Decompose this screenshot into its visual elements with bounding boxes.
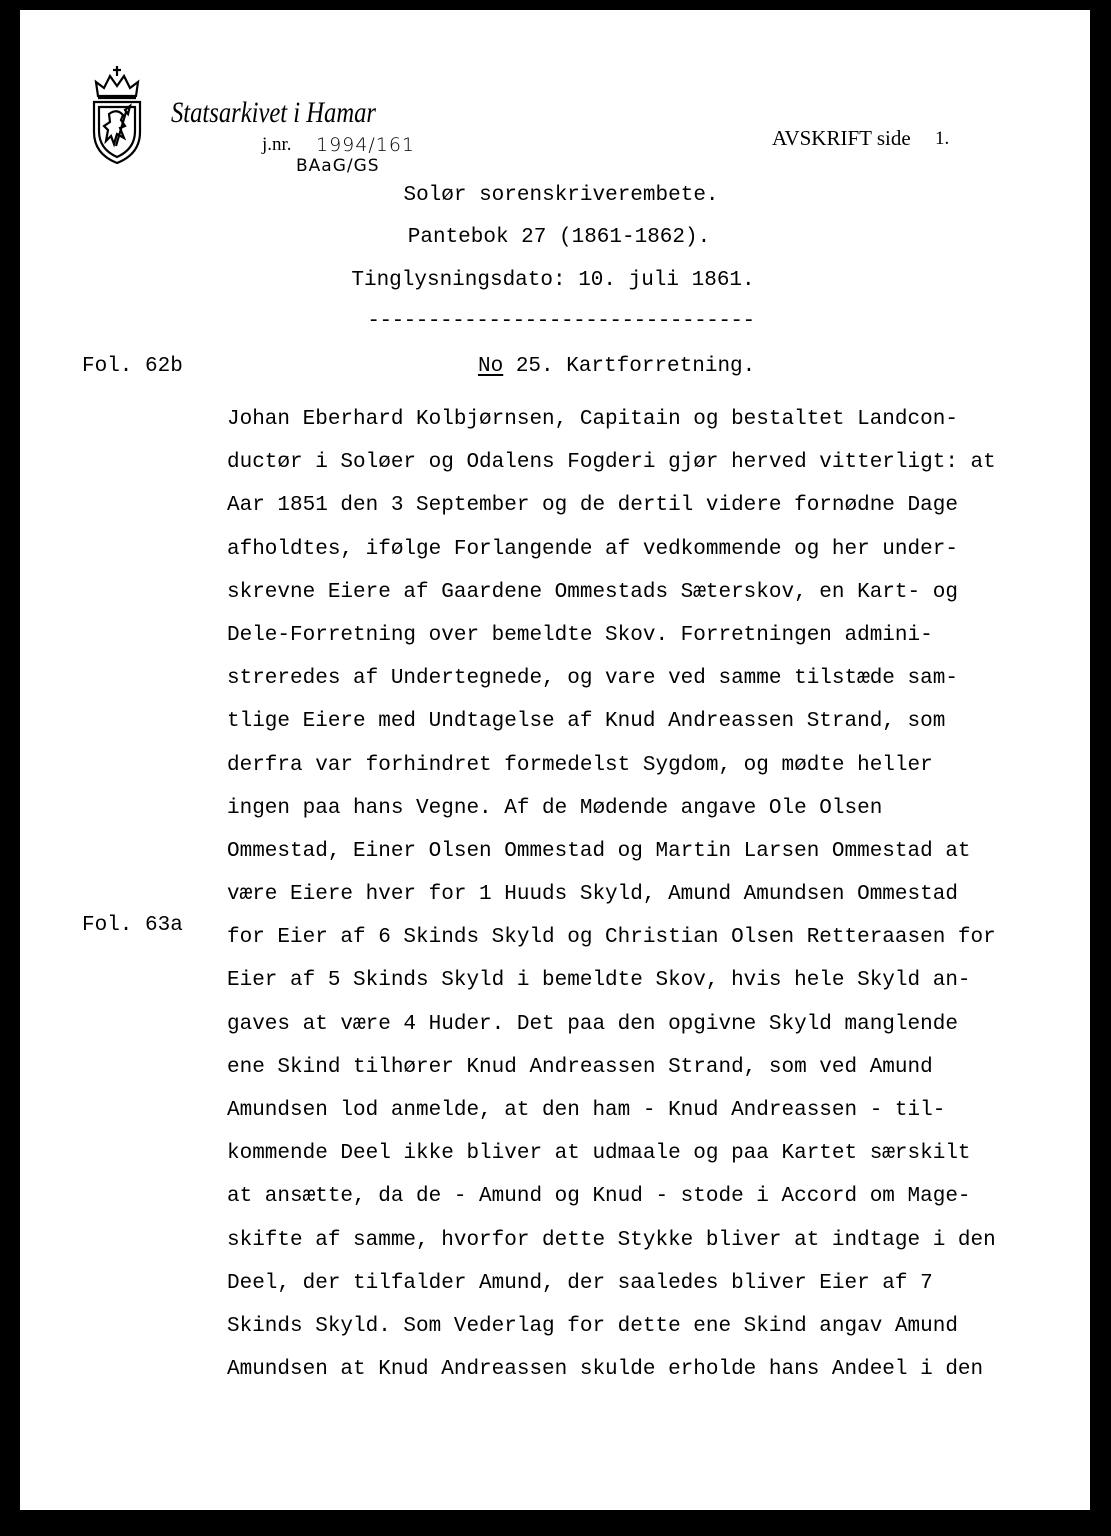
registration-date-heading: Tinglysningsdato: 10. juli 1861. [351,269,755,292]
text-line: for Eier af 6 Skinds Skyld og Christian Olsen Retteraasen for [227,926,996,950]
journal-number: 1994/161 [316,134,416,156]
page-number: 1. [935,128,950,149]
text-line: ingen paa hans Vegne. Af de Mødende angave Ole Olsen [227,796,883,820]
case-title [478,355,755,378]
folio-note: Fol. 62b [82,355,183,378]
text-line: Eier af 5 Skinds Skyld i bemeldte Skov, hvis hele Skyld an- [227,969,971,993]
office-heading: Solør sorenskriverembete. [403,184,719,207]
text-line: ductør i Soløer og Odalens Fogderi gjør herved vitterligt: at [227,451,996,475]
separator-line: -------------------------------- [367,310,755,333]
text-line: skrevne Eiere af Gaardene Ommestads Sæterskov, en Kart- og [227,580,958,604]
text-line: Amundsen lod anmelde, at den ham - Knud Andreassen - til- [227,1099,946,1122]
case-title-text: 25. Kartforretning. [503,355,756,378]
case-number-abbreviation: No [478,355,504,378]
folio-note: Fol. 63a [82,914,183,937]
text-line: Deel, der tilfalder Amund, der saaledes bliver Eier af 7 [227,1271,933,1295]
text-line: Dele-Forretning over bemeldte Skov. Forretningen admini- [227,623,933,647]
journal-number-label: j.nr. [262,134,292,155]
text-line: gaves at være 4 Huder. Det paa den opgivne Skyld manglende [227,1012,958,1036]
text-line: Aar 1851 den 3 September og de dertil videre fornødne Dage [227,494,958,518]
journal-code: BAaG/GS [296,156,380,176]
text-line: Ommestad, Einer Olsen Ommestad og Martin Larsen Ommestad at [227,839,971,863]
text-line: Johan Eberhard Kolbjørnsen, Capitain og bestaltet Landcon- [227,408,958,431]
norwegian-coat-of-arms-icon [90,62,144,166]
text-line: kommende Deel ikke bliver at udmaale og paa Kartet særskilt [227,1142,971,1166]
text-line: være Eiere hver for 1 Huuds Skyld, Amund Amundsen Ommestad [227,883,958,907]
text-line: at ansætte, da de - Amund og Knud - stode i Accord om Mage- [227,1185,971,1209]
text-line: ene Skind tilhører Knud Andreassen Strand, som ved Amund [227,1055,933,1079]
text-line: afholdtes, ifølge Forlangende af vedkommende og her under- [227,537,958,561]
document-page [20,10,1090,1510]
text-line: tlige Eiere med Undtagelse af Knud Andreassen Strand, som [227,710,946,734]
book-heading: Pantebok 27 (1861-1862). [407,226,711,249]
text-line: derfra var forhindret formedelst Sygdom, og mødte heller [227,753,933,777]
text-line: Amundsen at Knud Andreassen skulde erholde hans Andeel i den [227,1358,984,1382]
text-line: skifte af samme, hvorfor dette Stykke bliver at indtage i den [227,1228,996,1252]
archive-name: Statsarkivet i Hamar [171,96,376,129]
document-body [227,398,1047,1391]
text-line: streredes af Undertegnede, og vare ved samme tilstæde sam- [227,667,958,691]
text-line: Skinds Skyld. Som Vederlag for dette ene Skind angav Amund [227,1314,958,1338]
transcript-label: AVSKRIFT side [772,126,911,150]
